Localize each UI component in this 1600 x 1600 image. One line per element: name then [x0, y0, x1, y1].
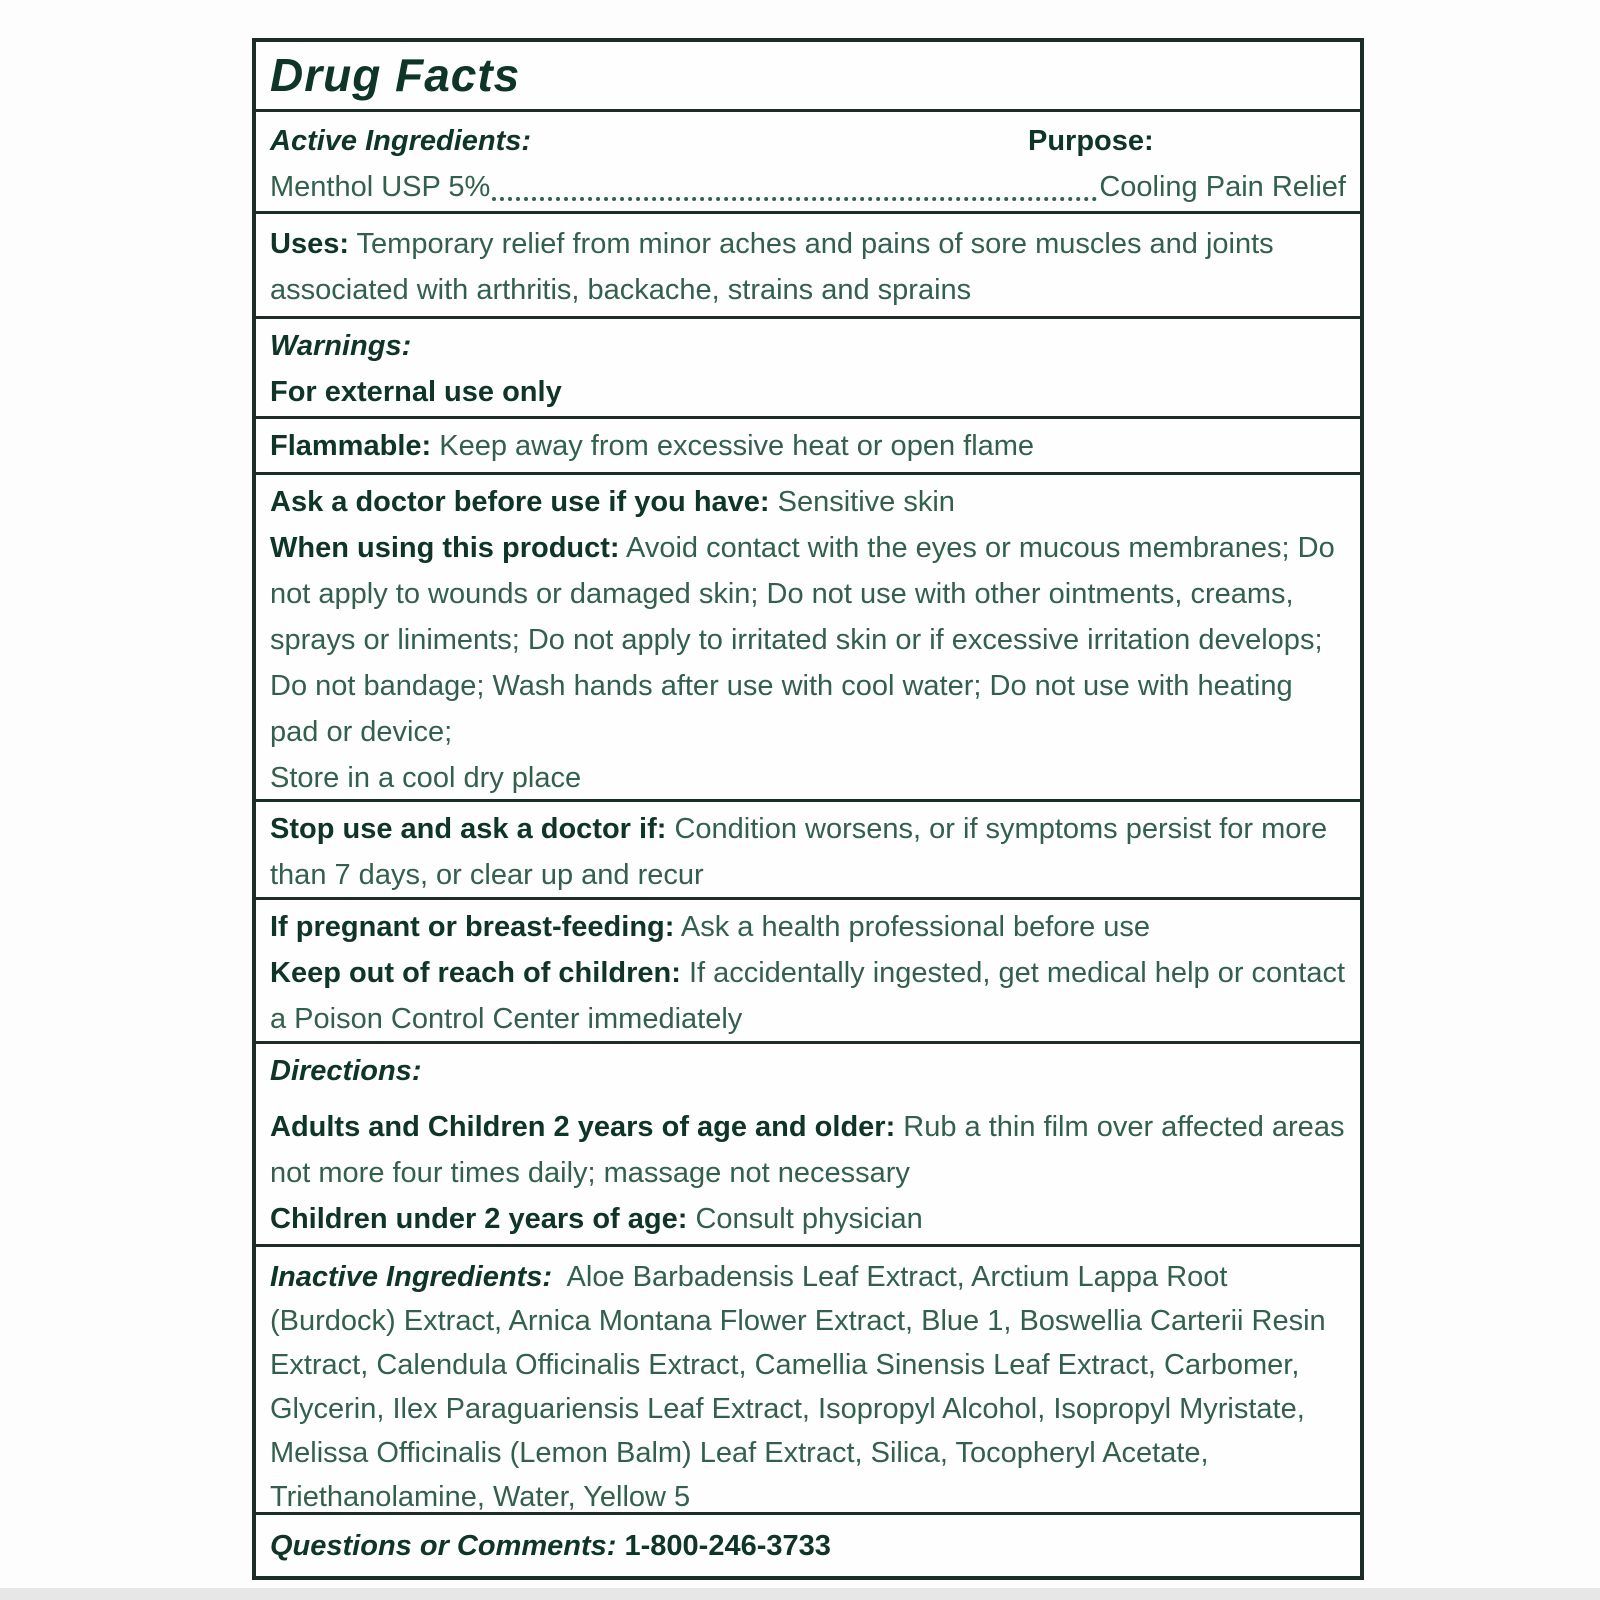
stop-use-text: Condition worsens, or if symptoms persist for more than 7 days, or clear up and recur	[270, 813, 1328, 891]
directions-children-paragraph	[270, 1196, 1346, 1242]
adults-label: Adults and Children 2 years of age and older:	[270, 1111, 896, 1143]
uses-paragraph	[270, 221, 1346, 313]
ask-doctor-text: Sensitive skin	[777, 486, 955, 518]
when-using-text: Avoid contact with the eyes or mucous membranes; Do not apply to wounds or damaged skin; Do not use with other ointments, creams, sprays or liniments; Do not apply to irritated skin or if excessive irritation develops; Do not bandage; Wash hands after use with cool water; Do not use with heating pad or device;	[270, 532, 1335, 748]
questions-label: Questions or Comments:	[270, 1530, 617, 1562]
when-using-label: When using this product:	[270, 532, 620, 564]
section-ask-doctor	[256, 472, 1360, 799]
active-ingredients-heading: Active Ingredients:	[270, 125, 532, 157]
section-questions	[256, 1512, 1360, 1576]
section-warnings	[256, 316, 1360, 416]
section-inactive-ingredients	[256, 1244, 1360, 1512]
dot-leader	[492, 197, 1097, 201]
ask-doctor-paragraph	[270, 479, 1346, 525]
active-ingredients-header-line	[270, 118, 1346, 164]
adults-text: Rub a thin film over affected areas not more four times daily; massage not necessary	[270, 1111, 1345, 1189]
stop-use-label: Stop use and ask a doctor if:	[270, 813, 667, 845]
purpose-heading: Purpose:	[1028, 125, 1154, 157]
keep-out-text: If accidentally ingested, get medical help or contact a Poison Control Center immediately	[270, 957, 1346, 1035]
store-text: Store in a cool dry place	[270, 762, 582, 794]
uses-text: Temporary relief from minor aches and pains of sore muscles and joints associated with arthritis, backache, strains and sprains	[270, 228, 1274, 306]
section-title	[256, 42, 1360, 109]
questions-paragraph	[270, 1523, 1346, 1569]
inactive-text: Aloe Barbadensis Leaf Extract, Arctium Lappa Root (Burdock) Extract, Arnica Montana Flower Extract, Blue 1, Boswellia Carterii Resin Extract, Calendula Officinalis Extract, Camellia Sinensis Leaf Extract, Carbomer, Glycerin, Ilex Paraguariensis Leaf Extract, Isopropyl Alcohol, Isopropyl Myristate, Melissa Officinalis (Lemon Balm) Leaf Extract, Silica, Tocopheryl Acetate, Triethanolamine, Water, Yellow 5	[270, 1261, 1326, 1512]
section-flammable	[256, 416, 1360, 472]
children-under-2-label: Children under 2 years of age:	[270, 1203, 688, 1235]
directions-heading: Directions:	[270, 1055, 422, 1087]
ask-doctor-label: Ask a doctor before use if you have:	[270, 486, 770, 518]
children-under-2-text: Consult physician	[695, 1203, 923, 1235]
section-directions	[256, 1041, 1360, 1244]
pregnant-label: If pregnant or breast-feeding:	[270, 911, 675, 943]
flammable-text: Keep away from excessive heat or open flame	[439, 430, 1035, 462]
section-uses	[256, 211, 1360, 316]
section-active-ingredients	[256, 109, 1360, 211]
keep-out-label: Keep out of reach of children:	[270, 957, 681, 989]
inactive-paragraph	[270, 1255, 1346, 1512]
drug-facts-title: Drug Facts	[270, 49, 521, 101]
purpose-value: Cooling Pain Relief	[1099, 171, 1346, 203]
drug-facts-label	[252, 38, 1364, 1580]
external-use-subheading: For external use only	[270, 376, 562, 408]
inactive-heading: Inactive Ingredients:	[270, 1261, 553, 1293]
when-using-paragraph	[270, 525, 1346, 755]
photo-bottom-edge	[0, 1588, 1600, 1600]
uses-label: Uses:	[270, 228, 349, 260]
directions-adults-paragraph	[270, 1104, 1346, 1196]
active-ingredient-line	[270, 164, 1346, 210]
keep-out-paragraph	[270, 950, 1346, 1041]
pregnant-paragraph	[270, 904, 1346, 950]
stop-use-paragraph	[270, 806, 1346, 897]
questions-phone: 1-800-246-3733	[624, 1530, 831, 1562]
section-pregnancy-children	[256, 897, 1360, 1041]
flammable-label: Flammable:	[270, 430, 432, 462]
ingredient-name: Menthol USP 5%	[270, 171, 491, 203]
warnings-heading: Warnings:	[270, 330, 412, 362]
flammable-paragraph	[270, 423, 1346, 469]
section-stop-use	[256, 799, 1360, 897]
pregnant-text: Ask a health professional before use	[680, 911, 1151, 943]
